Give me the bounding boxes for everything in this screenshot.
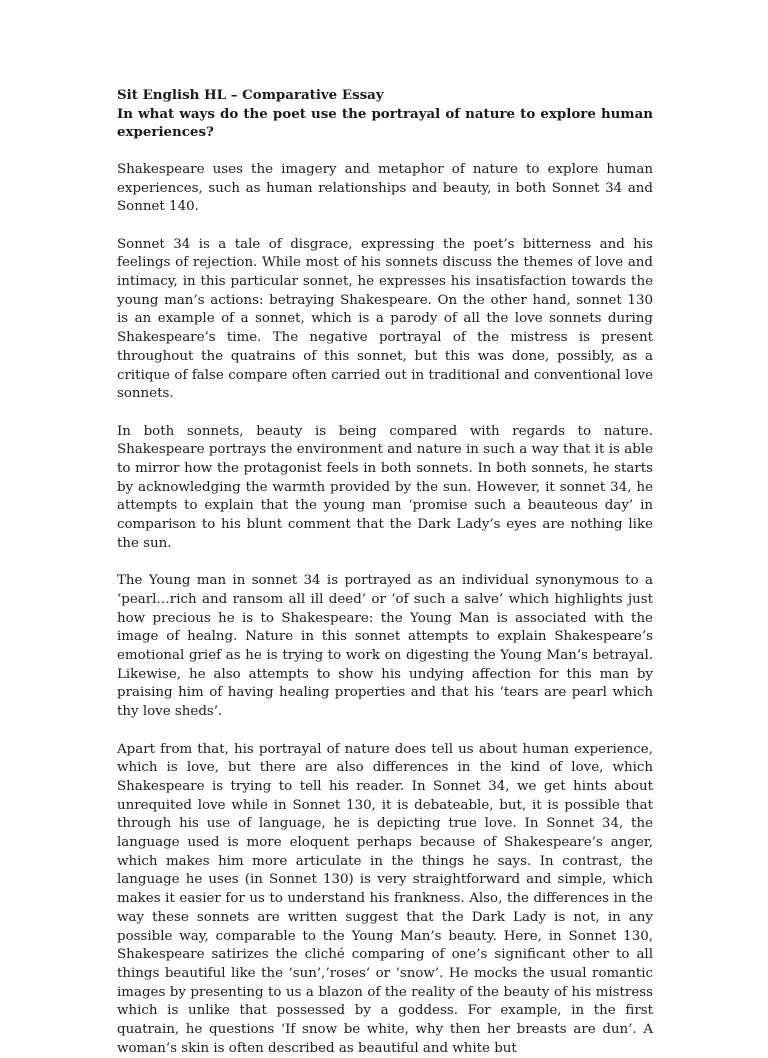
document-page <box>117 86 653 1058</box>
paragraph-young-man: The Young man in sonnet 34 is portrayed as an individual synonymous to a ‘pearl…rich and ransom all ill deed’ or ‘of such a salve’ which highlights just how precious he is to Shakespeare: the Young Man is associated with the image of healng. Nature in this sonnet attempts to explain Shakespeare’s emotional grief as he is trying to work on digesting the Young Man’s betrayal. Likewise, he also attempts to show his undying affection for this man by praising him of having healing properties and that his ‘tears are pearl which thy love sheds’. <box>117 573 653 720</box>
document-title: Sit English HL – Comparative Essay <box>117 87 384 103</box>
paragraph-human-experience: Apart from that, his portrayal of nature does tell us about human experience, which is love, but there are also differences in the kind of love, which Shakespeare is trying to tell his reader. In Sonnet 34, we get hints about unrequited love while in Sonnet 130, it is debateable, but, it is possible that through his use of language, he is depicting true love. In Sonnet 34, the language used is more eloquent perhaps because of Shakespeare’s anger, which makes him more articulate in the things he says. In contrast, the language he uses (in Sonnet 130) is very straightforward and simple, which makes it easier for us to understand his frankness. Also, the differences in the way these sonnets are written suggest that the Dark Lady is not, in any possible way, comparable to the Young Man’s beauty. Here, in Sonnet 130, Shakespeare satirizes the cliché comparing of one’s significant other to all things beautiful like the ‘sun’,’roses’ or ‘snow’. He mocks the usual romantic images by presenting to us a blazon of the reality of the beauty of his mistress which is unlike that possessed by a goddess. For example, in the first quatrain, he questions ‘If snow be white, why then her breasts are dun’. A woman’s skin is often described as beautiful and white but <box>117 741 653 1056</box>
paragraph-beauty-nature: In both sonnets, beauty is being compared with regards to nature. Shakespeare portrays the environment and nature in such a way that it is able to mirror how the protagonist feels in both sonnets. In both sonnets, he starts by acknowledging the warmth provided by the sun. However, it sonnet 34, he attempts to explain that the young man ‘promise such a beauteous day’ in comparison to his blunt comment that the Dark Lady’s eyes are nothing like the sun. <box>117 423 653 551</box>
paragraph-intro: Shakespeare uses the imagery and metaphor of nature to explore human experiences, such as human relationships and beauty, in both Sonnet 34 and Sonnet 140. <box>117 161 653 215</box>
paragraph-sonnet-34-disgrace: Sonnet 34 is a tale of disgrace, expressing the poet’s bitterness and his feelings of rejection. While most of his sonnets discuss the themes of love and intimacy, in this particular sonnet, he expresses his insatisfaction towards the young man’s actions: betraying Shakespeare. On the other hand, sonnet 130 is an example of a sonnet, which is a parody of all the love sonnets during Shakespeare’s time. The negative portrayal of the mistress is present throughout the quatrains of this sonnet, but this was done, possibly, as a critique of false compare often carried out in traditional and conventional love sonnets. <box>117 236 653 402</box>
essay-question: In what ways do the poet use the portrayal of nature to explore human experiences? <box>117 105 653 141</box>
